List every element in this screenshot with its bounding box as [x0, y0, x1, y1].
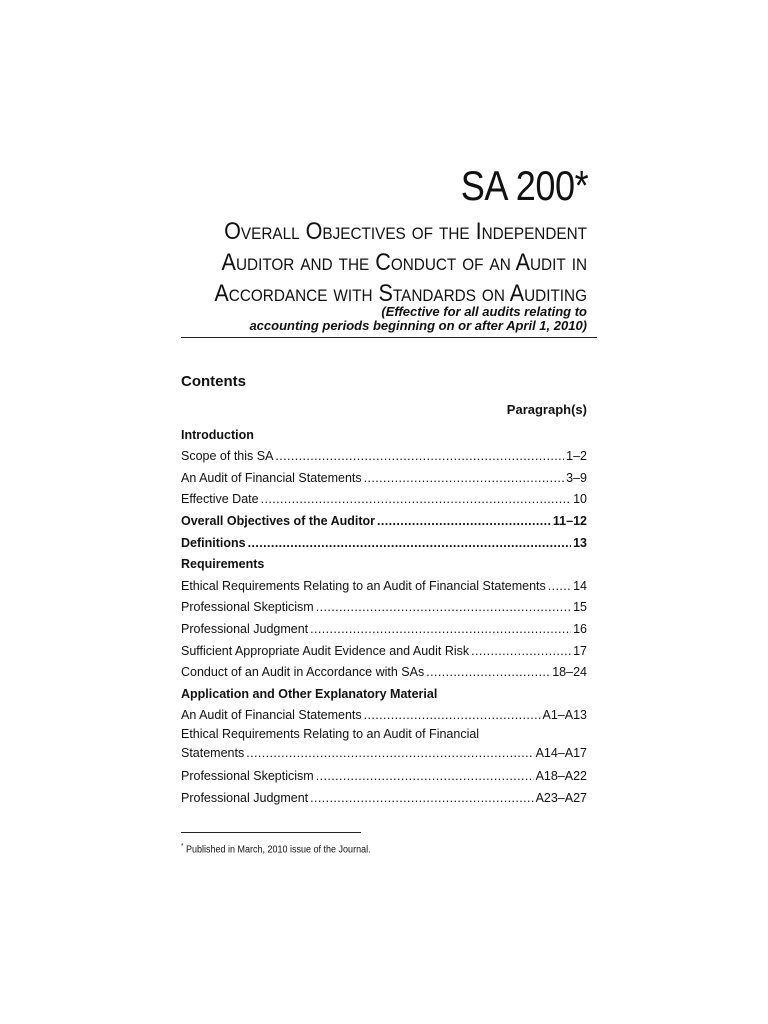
toc-section-application: Application and Other Explanatory Material [181, 686, 438, 701]
toc-entry [181, 703, 587, 725]
footnote-text: Published in March, 2010 issue of the Journal. [185, 844, 371, 856]
title-line-3: Accordance with Standards on Auditing [214, 280, 587, 307]
toc-entry-paragraphs: 10 [573, 492, 587, 507]
footnote-divider [181, 832, 361, 833]
toc-entry-paragraphs: 1–2 [566, 449, 587, 464]
toc-entry [181, 763, 587, 785]
footnote-marker: * [181, 843, 184, 850]
toc-entry-label: Professional Judgment [181, 621, 309, 636]
toc-entry-label: Definitions [181, 535, 246, 550]
toc-entry [181, 530, 587, 552]
toc-entry-paragraphs: 18–24 [552, 665, 587, 680]
paragraph-column-heading: Paragraph(s) [506, 402, 587, 417]
toc-entry-label: Scope of this SA [181, 449, 274, 464]
toc-entry-label: Professional Skepticism [181, 600, 314, 615]
toc-entry-label: An Audit of Financial Statements [181, 470, 362, 485]
toc-entry-label-continued: Statements [181, 746, 245, 761]
document-number: SA 200* [460, 162, 588, 209]
toc-entry-paragraphs: 14 [573, 578, 587, 593]
leader-dots [471, 642, 571, 660]
leader-dots [316, 767, 534, 785]
toc-entry [181, 465, 587, 487]
leader-dots [548, 577, 571, 595]
toc-entry [181, 724, 587, 763]
footnote [181, 843, 371, 855]
toc-entry-paragraphs: 11–12 [552, 513, 587, 528]
toc-entry [181, 660, 587, 682]
toc-entry-continuation [181, 744, 587, 763]
toc-entry-paragraphs: A14–A17 [535, 746, 587, 761]
toc-entry-label: Professional Judgment [181, 790, 309, 805]
leader-dots [310, 620, 571, 638]
toc-entry [181, 444, 587, 466]
toc-entry [181, 785, 587, 807]
toc-entry-paragraphs: 3–9 [566, 470, 587, 485]
leader-dots [364, 706, 541, 724]
effective-note [170, 305, 587, 333]
leader-dots [261, 490, 572, 508]
effective-line-2: accounting periods beginning on or after April 1, 2010) [249, 318, 587, 333]
toc-entry-label: Overall Objectives of the Auditor [181, 513, 376, 528]
title-divider [181, 337, 597, 338]
leader-dots [377, 512, 551, 530]
toc-entry-paragraphs: 15 [573, 600, 587, 615]
toc-section-requirements: Requirements [181, 557, 265, 572]
leader-dots [364, 469, 564, 487]
leader-dots [316, 598, 571, 616]
toc-entry [181, 595, 587, 617]
toc-entry-label: Ethical Requirements Relating to an Audit of Financial [181, 727, 480, 742]
effective-line-1: (Effective for all audits relating to [381, 304, 587, 319]
leader-dots [426, 663, 550, 681]
toc-section-introduction: Introduction [181, 427, 254, 442]
toc-entry-label: Professional Skepticism [181, 768, 314, 783]
toc-entry-paragraphs: A18–A22 [535, 768, 587, 783]
toc-entry-label: Effective Date [181, 492, 259, 507]
toc-entry-paragraphs: 17 [573, 643, 587, 658]
toc-entry-label: An Audit of Financial Statements [181, 708, 362, 723]
leader-dots [248, 534, 572, 552]
contents-heading: Contents [181, 373, 246, 390]
toc-entry-paragraphs: 16 [573, 621, 587, 636]
title-line-1: Overall Objectives of the Independent [224, 218, 588, 245]
toc-entry-paragraphs: A23–A27 [535, 790, 587, 805]
toc-entry-label: Sufficient Appropriate Audit Evidence and Audit Risk [181, 643, 470, 658]
table-of-contents [181, 422, 587, 807]
toc-entry [181, 487, 587, 509]
leader-dots [310, 789, 533, 807]
title-line-2: Auditor and the Conduct of an Audit in [221, 249, 587, 276]
toc-entry-label: Ethical Requirements Relating to an Audit of Financial Statements [181, 578, 546, 593]
toc-entry [181, 508, 587, 530]
leader-dots [246, 744, 533, 763]
toc-entry [181, 638, 587, 660]
toc-entry [181, 573, 587, 595]
toc-entry [181, 616, 587, 638]
leader-dots [275, 447, 564, 465]
document-title [170, 216, 587, 309]
toc-entry-label: Conduct of an Audit in Accordance with SAs [181, 665, 425, 680]
toc-entry-paragraphs: A1–A13 [542, 708, 587, 723]
toc-entry-paragraphs: 13 [573, 535, 587, 550]
